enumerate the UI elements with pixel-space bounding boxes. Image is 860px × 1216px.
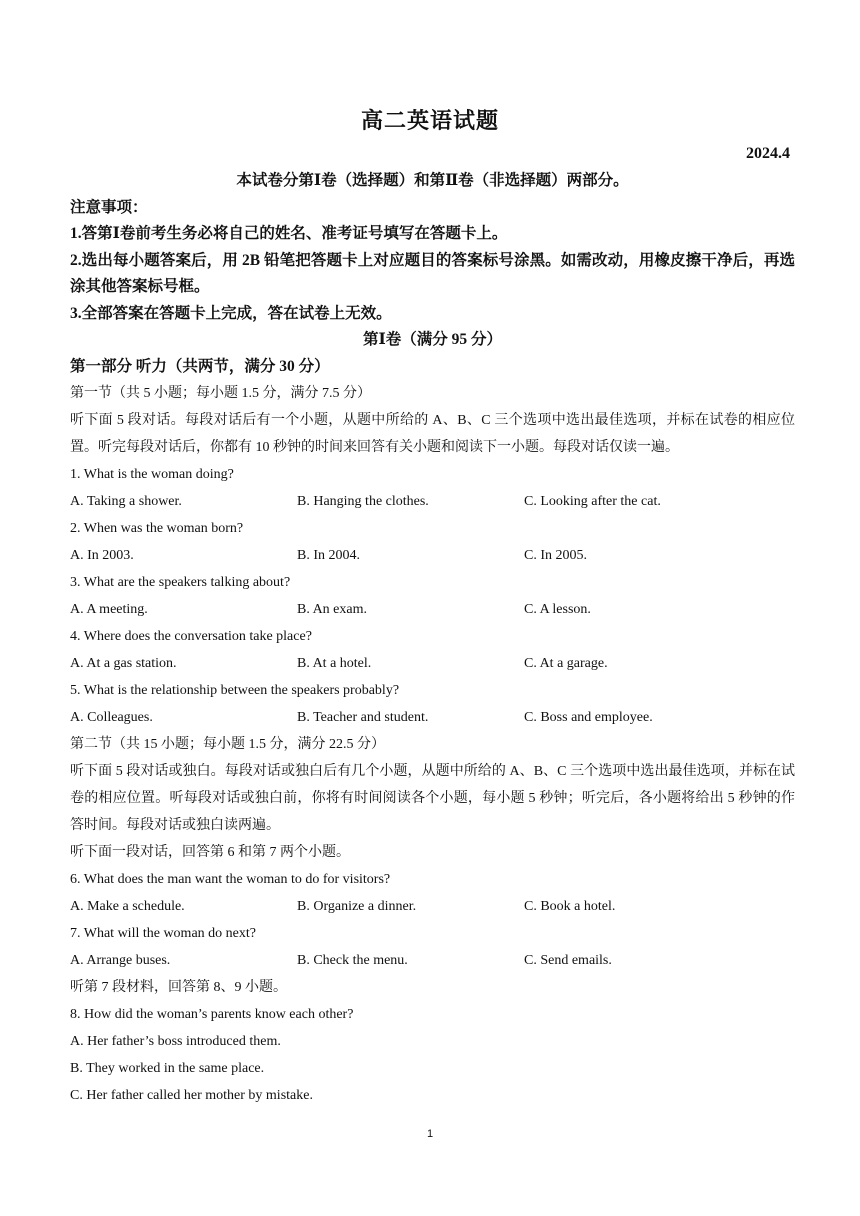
option-a: A. Taking a shower. [70,494,182,509]
note-item-3: 3.全部答案在答题卡上完成，答在试卷上无效。 [70,304,392,322]
options-row [70,650,795,677]
option-c: C. Looking after the cat. [524,494,661,509]
question-6 [70,866,795,920]
section2-heading: 第二节（共 15 小题；每小题 1.5 分，满分 22.5 分） [70,737,385,752]
question-text: 8. How did the woman’s parents know each other? [70,1007,354,1022]
options-row [70,893,795,920]
option-b: B. Teacher and student. [297,710,429,725]
option-b: B. Check the menu. [297,953,408,968]
group-intro-6: 听下面一段对话，回答第 6 和第 7 两个小题。 [70,845,350,860]
option-c: C. At a garage. [524,656,608,671]
option-b: B. At a hotel. [297,656,372,671]
part-heading: 第一部分 听力（共两节，满分 30 分） [70,357,330,375]
question-text: 1. What is the woman doing? [70,467,234,482]
question-5 [70,677,795,731]
option-b: B. They worked in the same place. [70,1061,265,1076]
question-8 [70,1001,795,1109]
page-title: 高二英语试题 [360,108,499,133]
note-item-1: 1.答第Ⅰ卷前考生务必将自己的姓名、准考证号填写在答题卡上。 [70,225,508,242]
option-a: A. Colleagues. [70,710,153,725]
option-a: A. At a gas station. [70,656,177,671]
question-2 [70,515,795,569]
volume-heading: 第Ⅰ卷（满分 95 分） [362,331,502,348]
options-row [70,488,795,515]
options-row [70,704,795,731]
question-text: 4. Where does the conversation take place? [70,629,312,644]
group-intro-7: 听第 7 段材料，回答第 8、9 小题。 [70,980,287,995]
notes-heading: 注意事项： [70,198,148,216]
section1-instructions: 听下面 5 段对话。每段对话后有一个小题，从题中所给的 A、B、C 三个选项中选出最佳选项，并标在试卷的相应位置。听完每段对话后，你都有 10 秒钟的时间来回答有关小题和阅读下一小题。每段对话仅读一遍。 [70,413,795,455]
option-c: C. Boss and employee. [524,710,653,725]
question-text: 3. What are the speakers talking about? [70,575,291,590]
note-item-2: 2.选出每小题答案后，用 2B 铅笔把答题卡上对应题目的答案标号涂黑。如需改动，用橡皮擦干净后，再选涂其他答案标号框。 [70,251,795,295]
options-row [70,596,795,623]
option-c: C. Her father called her mother by mistake. [70,1088,313,1103]
option-c: C. In 2005. [524,548,587,563]
option-c: C. Send emails. [524,953,612,968]
question-7 [70,920,795,974]
option-a: A. Make a schedule. [70,899,185,914]
option-b: B. Hanging the clothes. [297,494,429,509]
options-row [70,947,795,974]
exam-date: 2024.4 [746,145,790,162]
page-number: 1 [426,1128,434,1140]
question-text: 2. When was the woman born? [70,521,244,536]
option-b: B. An exam. [297,602,367,617]
question-1 [70,461,795,515]
option-a: A. Arrange buses. [70,953,171,968]
question-text: 5. What is the relationship between the speakers probably? [70,683,400,698]
question-text: 7. What will the woman do next? [70,926,256,941]
question-3 [70,569,795,623]
section2-instructions: 听下面 5 段对话或独白。每段对话或独白后有几个小题，从题中所给的 A、B、C 三个选项中选出最佳选项，并标在试卷的相应位置。听每段对话或独白前，你将有时间阅读各个小题，每小题 5 秒钟；听完后，各小题将给出 5 秒钟的作答时间。每段对话或独白读两遍。 [70,764,795,833]
option-c: C. A lesson. [524,602,591,617]
option-b: B. Organize a dinner. [297,899,417,914]
exam-body [70,168,795,1109]
exam-intro: 本试卷分第Ⅰ卷（选择题）和第Ⅱ卷（非选择题）两部分。 [236,172,629,189]
option-a: A. A meeting. [70,602,148,617]
section1-heading: 第一节（共 5 小题；每小题 1.5 分，满分 7.5 分） [70,386,371,401]
option-a: A. Her father’s boss introduced them. [70,1034,281,1049]
option-b: B. In 2004. [297,548,360,563]
options-row [70,542,795,569]
option-a: A. In 2003. [70,548,134,563]
option-c: C. Book a hotel. [524,899,616,914]
question-text: 6. What does the man want the woman to do for visitors? [70,872,391,887]
question-4 [70,623,795,677]
